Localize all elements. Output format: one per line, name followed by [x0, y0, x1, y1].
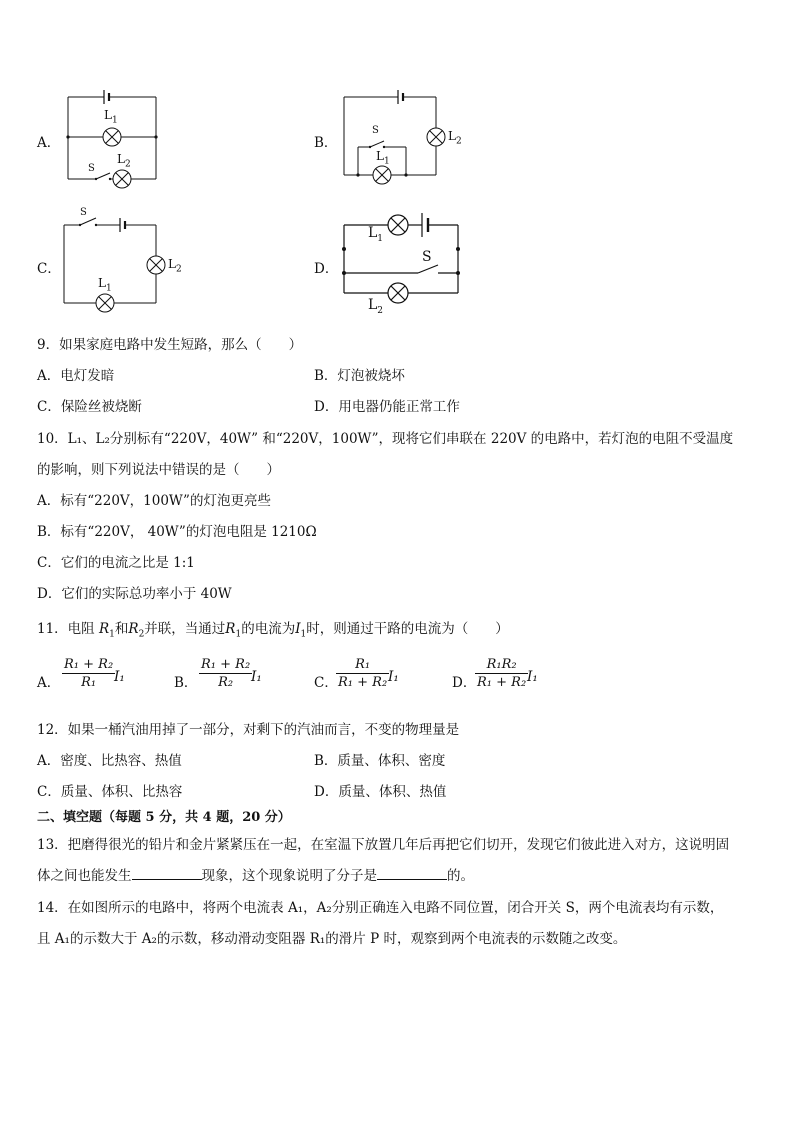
option-c-letter: C． — [37, 261, 61, 277]
q9-option-d: D．用电器仍能正常工作 — [314, 399, 460, 415]
label-l2: $L_2$ — [117, 152, 131, 170]
q11-option-a-current: I₁ — [114, 669, 125, 685]
q11-option-b-letter: B． — [174, 675, 198, 691]
circuit-diagram-d — [338, 205, 468, 319]
q13-blank-1[interactable] — [132, 867, 202, 880]
q14-line1: 14．在如图所示的电路中，将两个电流表 A₁，A₂分别正确连入电路不同位置，闭合开关 S，两个电流表均有示数， — [37, 900, 724, 916]
q11-option-b-current: I₁ — [251, 669, 262, 685]
label-l1: $L_1$ — [368, 225, 384, 244]
section-title: 二、填空题（每题 5 分，共 4 题，20 分） — [37, 810, 291, 825]
circuit-diagram-b — [340, 85, 470, 199]
q10-stem-line2: 的影响，则下列说法中错误的是（ ） — [37, 462, 280, 478]
label-s: S — [422, 249, 432, 265]
q11-option-a-fraction: R₁ + R₂ R₁ — [64, 657, 114, 690]
q11-option-d-current: I₁ — [527, 669, 538, 685]
q11-option-a-letter: A． — [37, 675, 61, 691]
q11-option-c-letter: C． — [314, 675, 338, 691]
q12-option-b: B．质量、体积、密度 — [314, 753, 446, 769]
option-a-letter: A． — [37, 135, 61, 151]
label-l1: $L_1$ — [104, 108, 118, 126]
q9-option-a: A．电灯发暗 — [37, 368, 115, 384]
label-l1: $L_1$ — [98, 276, 112, 294]
label-l2: $L_2$ — [368, 297, 384, 316]
q13-blank-2[interactable] — [377, 867, 447, 880]
circuit-diagram-a — [60, 85, 170, 199]
label-l2: $L_2$ — [448, 129, 462, 147]
label-s: S — [372, 125, 379, 136]
q11-option-c-current: I₁ — [388, 669, 399, 685]
q10-option-a: A．标有“220V，100W”的灯泡更亮些 — [37, 493, 271, 509]
q10-option-d: D．它们的实际总功率小于 40W — [37, 586, 232, 602]
option-d-letter: D． — [314, 261, 339, 277]
q10-option-c: C．它们的电流之比是 1:1 — [37, 555, 195, 571]
label-l2: $L_2$ — [168, 257, 182, 275]
q11-stem: 11．电阻 $R_1$和$R_2$并联，当通过$R_1$的电流为$I_1$时，则通过干路的电流为（ ） — [37, 621, 509, 640]
option-b-letter: B． — [314, 135, 338, 151]
q13-line1: 13．把磨得很光的铅片和金片紧紧压在一起，在室温下放置几年后再把它们切开，发现它们彼此进入对方，这说明固 — [37, 837, 730, 853]
q12-option-a: A．密度、比热容、热值 — [37, 753, 182, 769]
q10-option-b: B．标有“220V， 40W”的灯泡电阻是 1210Ω — [37, 524, 317, 540]
label-s: S — [80, 207, 87, 218]
q11-option-d-letter: D． — [452, 675, 477, 691]
q12-option-d: D．质量、体积、热值 — [314, 784, 447, 800]
q11-option-c-fraction: R₁ R₁ + R₂ — [338, 657, 388, 690]
q9-option-c: C．保险丝被烧断 — [37, 399, 142, 415]
q9-option-b: B．灯泡被烧坏 — [314, 368, 405, 384]
q12-option-c: C．质量、体积、比热容 — [37, 784, 183, 800]
q13-line2: 体之间也能发生 现象，这个现象说明了分子是 的。 — [37, 868, 474, 884]
circuit-diagram-c — [60, 205, 190, 319]
q14-line2: 且 A₁的示数大于 A₂的示数，移动滑动变阻器 R₁的滑片 P 时，观察到两个电流表的示数随之改变。 — [37, 931, 627, 947]
q11-option-b-fraction: R₁ + R₂ R₂ — [201, 657, 251, 690]
label-l1: $L_1$ — [376, 149, 390, 167]
q9-stem: 9．如果家庭电路中发生短路，那么（ ） — [37, 337, 303, 353]
q12-stem: 12．如果一桶汽油用掉了一部分，对剩下的汽油而言，不变的物理量是 — [37, 722, 460, 738]
q11-option-d-fraction: R₁R₂ R₁ + R₂ — [477, 657, 527, 690]
q10-stem-line1: 10．L₁、L₂分别标有“220V，40W” 和“220V，100W”，现将它们串联在 220V 的电路中，若灯泡的电阻不受温度 — [37, 431, 734, 447]
label-s: S — [88, 163, 95, 174]
